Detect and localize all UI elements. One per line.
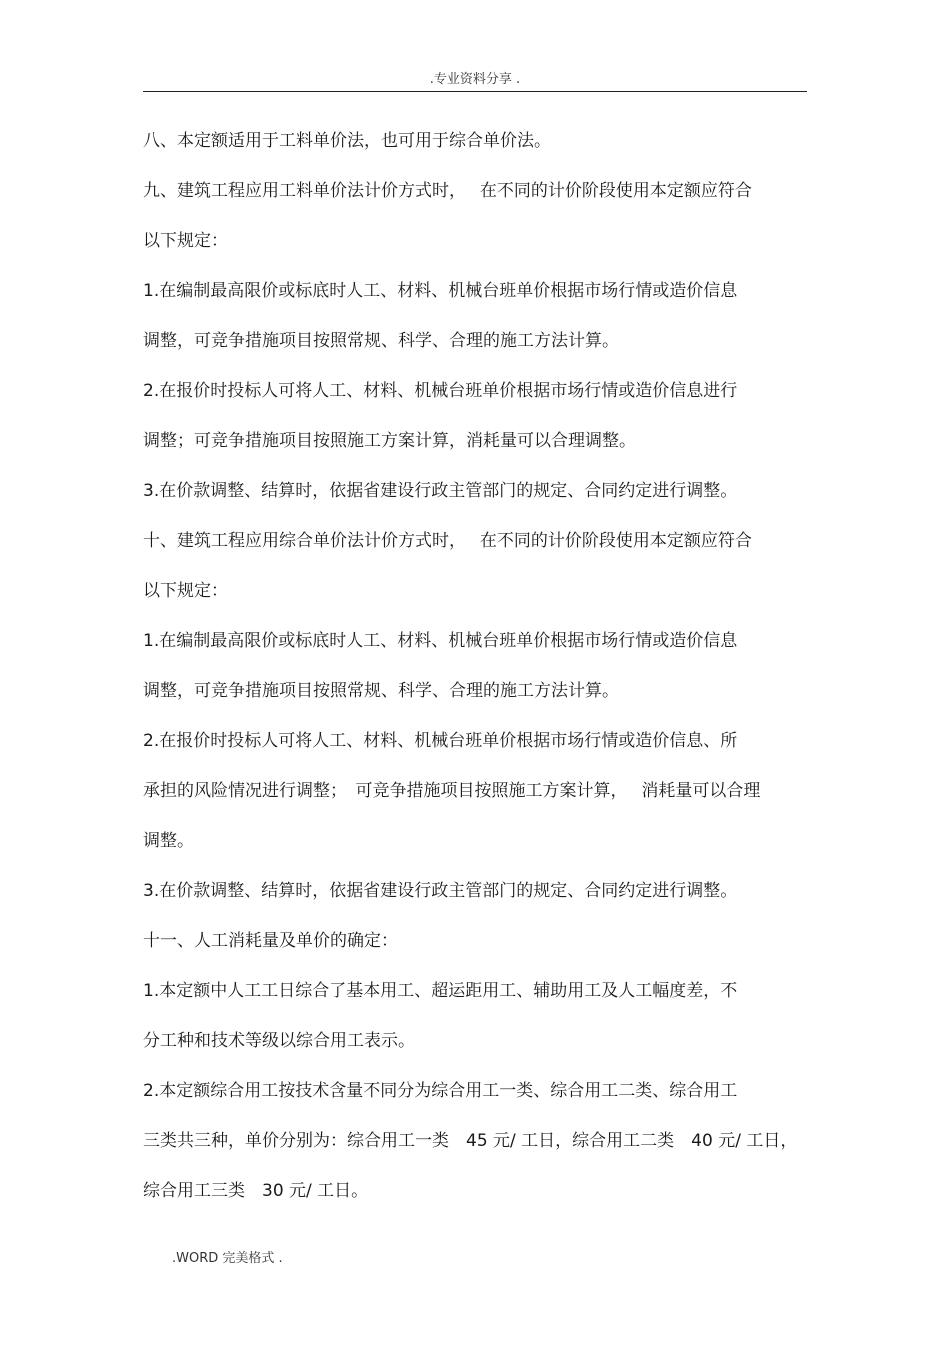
text-line: 三类共三种，单价分别为：综合用工一类 45 元/ 工日，综合用工二类 40 元/ 工日， [143,1131,798,1151]
text-line: 3.在价款调整、结算时，依据省建设行政主管部门的规定、合同约定进行调整。 [143,481,738,501]
text-line: 1.在编制最高限价或标底时人工、材料、机械台班单价根据市场行情或造价信息 [143,631,738,651]
text-line: 2.在报价时投标人可将人工、材料、机械台班单价根据市场行情或造价信息进行 [143,381,738,401]
text-line: 1.在编制最高限价或标底时人工、材料、机械台班单价根据市场行情或造价信息 [143,281,738,301]
text-line: 九、建筑工程应用工料单价法计价方式时， 在不同的计价阶段使用本定额应符合 [143,181,752,201]
page-footer: .WORD 完美格式 . [172,1251,283,1266]
text-line: 调整。 [143,831,194,851]
text-line: 3.在价款调整、结算时，依据省建设行政主管部门的规定、合同约定进行调整。 [143,881,738,901]
text-line: 承担的风险情况进行调整； 可竞争措施项目按照施工方案计算， 消耗量可以合理 [143,781,761,801]
text-line: 2.本定额综合用工按技术含量不同分为综合用工一类、综合用工二类、综合用工 [143,1081,738,1101]
text-line: 八、本定额适用于工料单价法，也可用于综合单价法。 [143,131,551,151]
text-line: 调整，可竞争措施项目按照常规、科学、合理的施工方法计算。 [143,681,619,701]
text-line: 十一、人工消耗量及单价的确定： [143,931,398,951]
text-line: 调整；可竞争措施项目按照施工方案计算，消耗量可以合理调整。 [143,431,636,451]
header-divider [143,91,807,92]
text-line: 2.在报价时投标人可将人工、材料、机械台班单价根据市场行情或造价信息、所 [143,731,738,751]
page-header: .专业资料分享 . [429,72,521,87]
text-line: 1.本定额中人工工日综合了基本用工、超运距用工、辅助用工及人工幅度差，不 [143,981,738,1001]
text-line: 十、建筑工程应用综合单价法计价方式时， 在不同的计价阶段使用本定额应符合 [143,531,752,551]
text-line: 综合用工三类 30 元/ 工日。 [143,1181,369,1201]
text-line: 以下规定： [143,231,228,251]
text-line: 调整，可竞争措施项目按照常规、科学、合理的施工方法计算。 [143,331,619,351]
text-line: 以下规定： [143,581,228,601]
text-line: 分工种和技术等级以综合用工表示。 [143,1031,415,1051]
document-body [143,116,807,1216]
